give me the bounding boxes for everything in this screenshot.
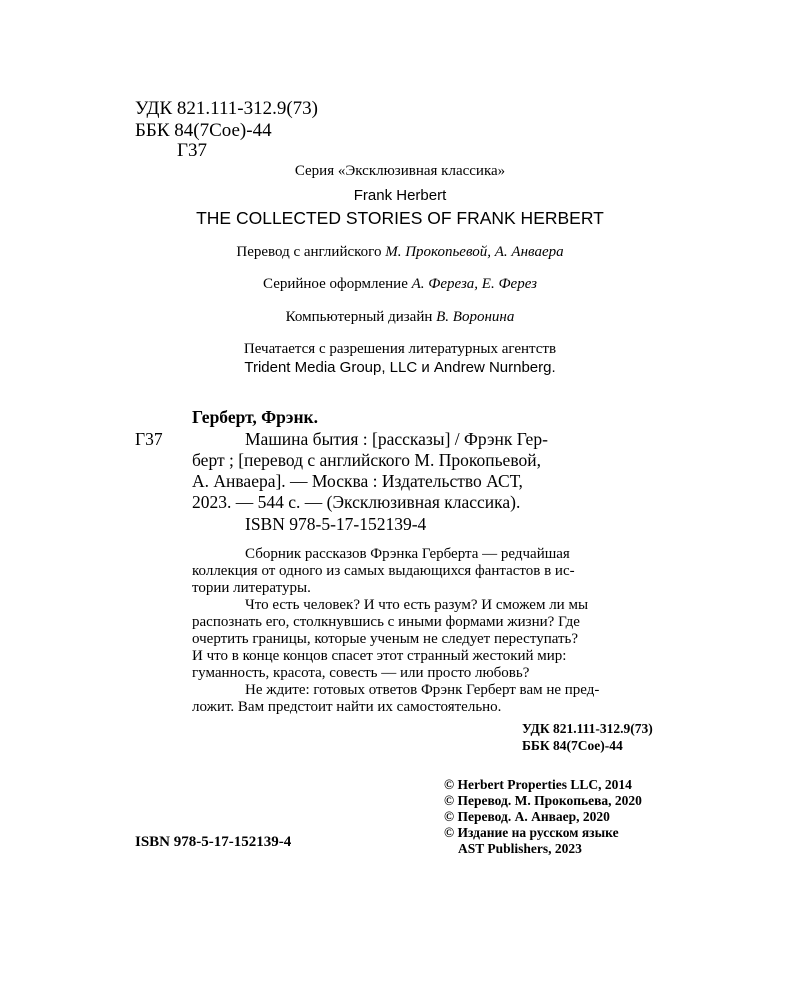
computer-design-credit [0,309,800,326]
bbk-header: ББК 84(7Сое)-44 [135,120,272,141]
series-design-credit [0,276,800,293]
bib-code: Г37 [135,429,163,449]
bib-line: 2023. — 544 с. — (Эксклюзивная классика). [192,492,521,512]
footer-isbn: ISBN 978-5-17-152139-4 [135,834,292,850]
annotation-line: Что есть человек? И что есть разум? И сможем ли мы [245,597,589,613]
annotation-line: гуманность, красота, совесть — или просто любовь? [192,665,530,681]
permission-line-1: Печатается с разрешения литературных агентств [243,341,557,357]
annotation-line: И что в конце концов спасет этот странный жестокий мир: [192,648,567,664]
annotation-line: Сборник рассказов Фрэнка Герберта — редчайшая [245,546,570,562]
annotation-line: Не ждите: готовых ответов Фрэнк Герберт вам не пред- [245,682,600,698]
translation-credit [0,244,800,261]
annotation-line: очертить границы, которые ученым не следует переступать? [192,631,579,647]
bib-line: Машина бытия : [рассказы] / Фрэнк Гер- [245,429,548,449]
bib-line: А. Анваера]. — Москва : Издательство АСТ, [192,471,523,491]
translation-prefix: Перевод с английского [236,244,386,260]
original-author: Frank Herbert [353,187,447,204]
annotation-line: коллекция от одного из самых выдающихся фантастов в ис- [192,563,575,579]
bib-heading: Герберт, Фрэнк. [192,407,318,427]
author-mark: Г37 [177,140,207,161]
annotation-line: распознать его, столкнувшись с иными формами жизни? Где [192,614,580,630]
series-line: Серия «Эксклюзивная классика» [294,163,506,179]
bib-line: берт ; [перевод с английского М. Прокопьевой, [192,450,541,470]
copyright-line: © Herbert Properties LLC, 2014 [444,777,632,792]
series-designers: А. Фереза, Е. Ферез [411,276,537,292]
bib-isbn: ISBN 978-5-17-152139-4 [245,514,427,534]
copyright-line: AST Publishers, 2023 [458,841,582,856]
series-design-prefix: Серийное оформление [263,276,412,292]
copyright-line: © Перевод. М. Прокопьева, 2020 [444,793,642,808]
copyright-line: © Перевод. А. Анваер, 2020 [444,809,610,824]
translators: М. Прокопьевой, А. Анваера [385,244,564,260]
permission-line-2: Trident Media Group, LLC и Andrew Nurnberg. [244,359,556,376]
original-title: THE COLLECTED STORIES OF FRANK HERBERT [196,208,604,228]
footer-udk: УДК 821.111-312.9(73) [522,721,653,736]
annotation-line: ложит. Вам предстоит найти их самостоятельно. [192,699,502,715]
computer-designer: В. Воронина [436,309,515,325]
annotation-line: тории литературы. [192,580,311,596]
udk-header: УДК 821.111-312.9(73) [135,98,318,119]
computer-design-prefix: Компьютерный дизайн [285,309,437,325]
footer-bbk: ББК 84(7Сое)-44 [522,738,623,753]
copyright-line: © Издание на русском языке [444,825,619,840]
